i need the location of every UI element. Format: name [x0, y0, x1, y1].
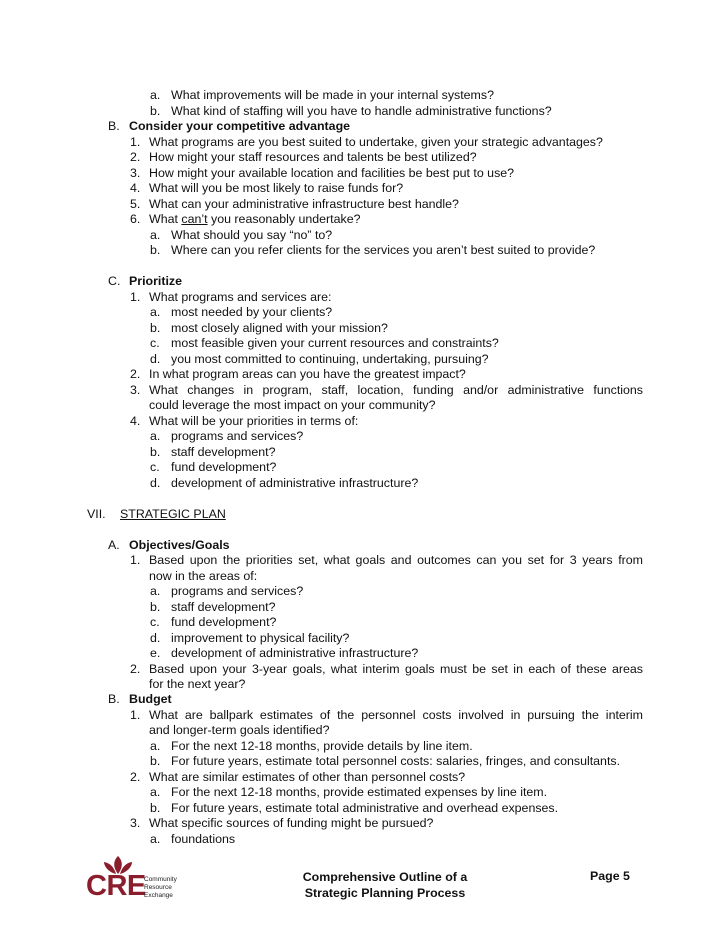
outline-item: 2. How might your staff resources and talents be best utilized? [130, 150, 477, 164]
outline-item-continuation: and longer-term goals identified? [149, 723, 330, 737]
outline-item: 3. What changes in program, staff, location, funding and/or administrative functions [130, 383, 643, 397]
outline-item: 4. What will be your priorities in terms of: [130, 414, 359, 428]
section-heading: B. Consider your competitive advantage [108, 119, 351, 133]
outline-item: a. programs and services? [150, 584, 304, 598]
outline-item: c. fund development? [150, 460, 277, 474]
page-number: Page 5 [590, 869, 630, 883]
outline-item-continuation: could leverage the most impact on your community? [149, 398, 436, 412]
logo-wordmark: CRE [86, 870, 146, 902]
outline-item: b. What kind of staffing will you have to handle administrative functions? [150, 104, 552, 118]
outline-item: d. development of administrative infrastructure? [150, 476, 419, 490]
outline-item: 2. In what program areas can you have the greatest impact? [130, 367, 466, 381]
outline-item: d. you most committed to continuing, undertaking, pursuing? [150, 352, 489, 366]
outline-item: c. fund development? [150, 615, 277, 629]
section-heading: B. Budget [108, 692, 172, 706]
outline-item: 1. Based upon the priorities set, what goals and outcomes can you set for 3 years from [130, 553, 643, 567]
outline-item: 6. What can’t you reasonably undertake? [130, 212, 361, 226]
footer-title: Comprehensive Outline of a [302, 870, 468, 884]
cre-logo [86, 858, 216, 906]
outline-item-continuation: now in the areas of: [149, 569, 258, 583]
outline-item: d. improvement to physical facility? [150, 631, 350, 645]
outline-item: b. most closely aligned with your mission? [150, 321, 388, 335]
logo-subtext: Exchange [144, 892, 173, 899]
section-heading: A. Objectives/Goals [108, 538, 230, 552]
outline-item: b. staff development? [150, 600, 276, 614]
section-heading: C. Prioritize [108, 274, 183, 288]
outline-item: b. For future years, estimate total administrative and overhead expenses. [150, 801, 559, 815]
logo-subtext: Community [144, 876, 177, 883]
outline-item: 4. What will you be most likely to raise funds for? [130, 181, 404, 195]
outline-item: a. most needed by your clients? [150, 305, 333, 319]
outline-item: a. What should you say “no” to? [150, 228, 333, 242]
outline-item: a. foundations [150, 832, 236, 846]
outline-item: 1. What programs and services are: [130, 290, 332, 304]
outline-item: a. What improvements will be made in your internal systems? [150, 88, 494, 102]
outline-item: 3. How might your available location and facilities be best put to use? [130, 166, 515, 180]
outline-item: 1. What are ballpark estimates of the personnel costs involved in pursuing the interim [130, 708, 643, 722]
outline-item: a. programs and services? [150, 429, 304, 443]
outline-item-continuation: for the next year? [149, 677, 246, 691]
outline-item: 2. What are similar estimates of other than personnel costs? [130, 770, 466, 784]
outline-item: b. staff development? [150, 445, 276, 459]
outline-item: 5. What can your administrative infrastructure best handle? [130, 197, 459, 211]
outline-item: b. For future years, estimate total personnel costs: salaries, fringes, and consultants. [150, 754, 621, 768]
outline-item: a. For the next 12-18 months, provide details by line item. [150, 739, 473, 753]
outline-item: 3. What specific sources of funding might be pursued? [130, 816, 434, 830]
outline-item: 1. What programs are you best suited to undertake, given your strategic advantages? [130, 135, 603, 149]
outline-item: 2. Based upon your 3-year goals, what interim goals must be set in each of these areas [130, 662, 643, 676]
outline-item: e. development of administrative infrastructure? [150, 646, 419, 660]
outline-item: a. For the next 12-18 months, provide estimated expenses by line item. [150, 785, 548, 799]
outline-item: b. Where can you refer clients for the services you aren’t best suited to provide? [150, 243, 596, 257]
footer-subtitle: Strategic Planning Process [304, 886, 466, 900]
chapter-heading: VII. STRATEGIC PLAN [87, 507, 226, 521]
logo-subtext: Resource [144, 884, 172, 891]
outline-item: c. most feasible given your current resources and constraints? [150, 336, 499, 350]
